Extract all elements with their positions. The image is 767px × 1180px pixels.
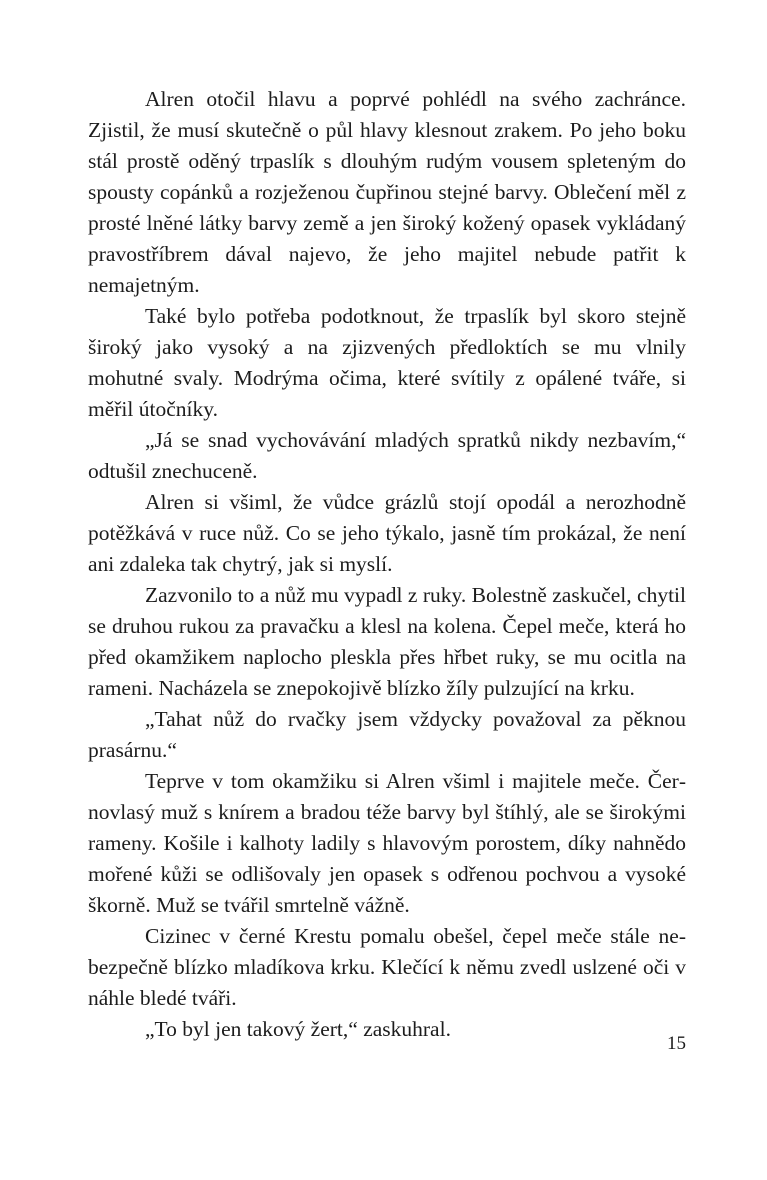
paragraph: „Já se snad vychovávání mladých spratků nikdy nezbavím,“ odtušil znechuceně.: [88, 428, 686, 483]
page-number: 15: [667, 1033, 686, 1054]
paragraph: Teprve v tom okamžiku si Alren všiml i majitele meče. Černovlasý muž s knírem a bradou téže barvy byl štíhlý, ale se širokými rameny. Košile i kalhoty ladily s hlavovým porostem, díky nahnědo mořené kůži se odlišovaly jen opasek s odřenou pochvou a vysoké škorně. Muž se tvářil smrtelně vážně.: [88, 769, 686, 917]
paragraph: „To byl jen takový žert,“ zaskuhral.: [145, 1017, 451, 1041]
body-text: [88, 84, 686, 1045]
paragraph: Alren otočil hlavu a poprvé pohlédl na svého zachránce. Zjistil, že musí skutečně o půl hlavy klesnout zrakem. Po jeho boku stál prostě oděný trpaslík s dlouhým rudým vousem spleteným do spousty copánků a rozježenou čupřinou stejné barvy. Oblečení měl z prosté lněné látky barvy země a jen široký kožený opasek vykládaný pravostříbrem dával najevo, že jeho majitel nebude patřit k nemajetným.: [88, 87, 686, 297]
paragraph: Zazvonilo to a nůž mu vypadl z ruky. Bolestně zaskučel, chytil se druhou rukou za pravačku a klesl na kolena. Čepel meče, která ho před okamžikem naplocho pleskla přes hřbet ruky, se mu ocitla na rameni. Nacházela se znepokojivě blízko žíly pulzující na krku.: [88, 583, 686, 700]
paragraph: „Tahat nůž do rvačky jsem vždycky považoval za pěknou prasárnu.“: [88, 707, 686, 762]
paragraph: Také bylo potřeba podotknout, že trpaslík byl skoro stejně široký jako vysoký a na zjizvených předloktích se mu vlnily mohutné svaly. Modrýma očima, které svítily z opálené tváře, si měřil útočníky.: [88, 304, 686, 421]
paragraph: Cizinec v černé Krestu pomalu obešel, čepel meče stále nebezpečně blízko mladíkova krku. Klečící k němu zvedl uslzené oči v náhle bledé tváři.: [88, 924, 686, 1010]
paragraph: Alren si všiml, že vůdce grázlů stojí opodál a nerozhodně potěžkává v ruce nůž. Co se jeho týkalo, jasně tím prokázal, že není ani zdaleka tak chytrý, jak si myslí.: [88, 490, 686, 576]
